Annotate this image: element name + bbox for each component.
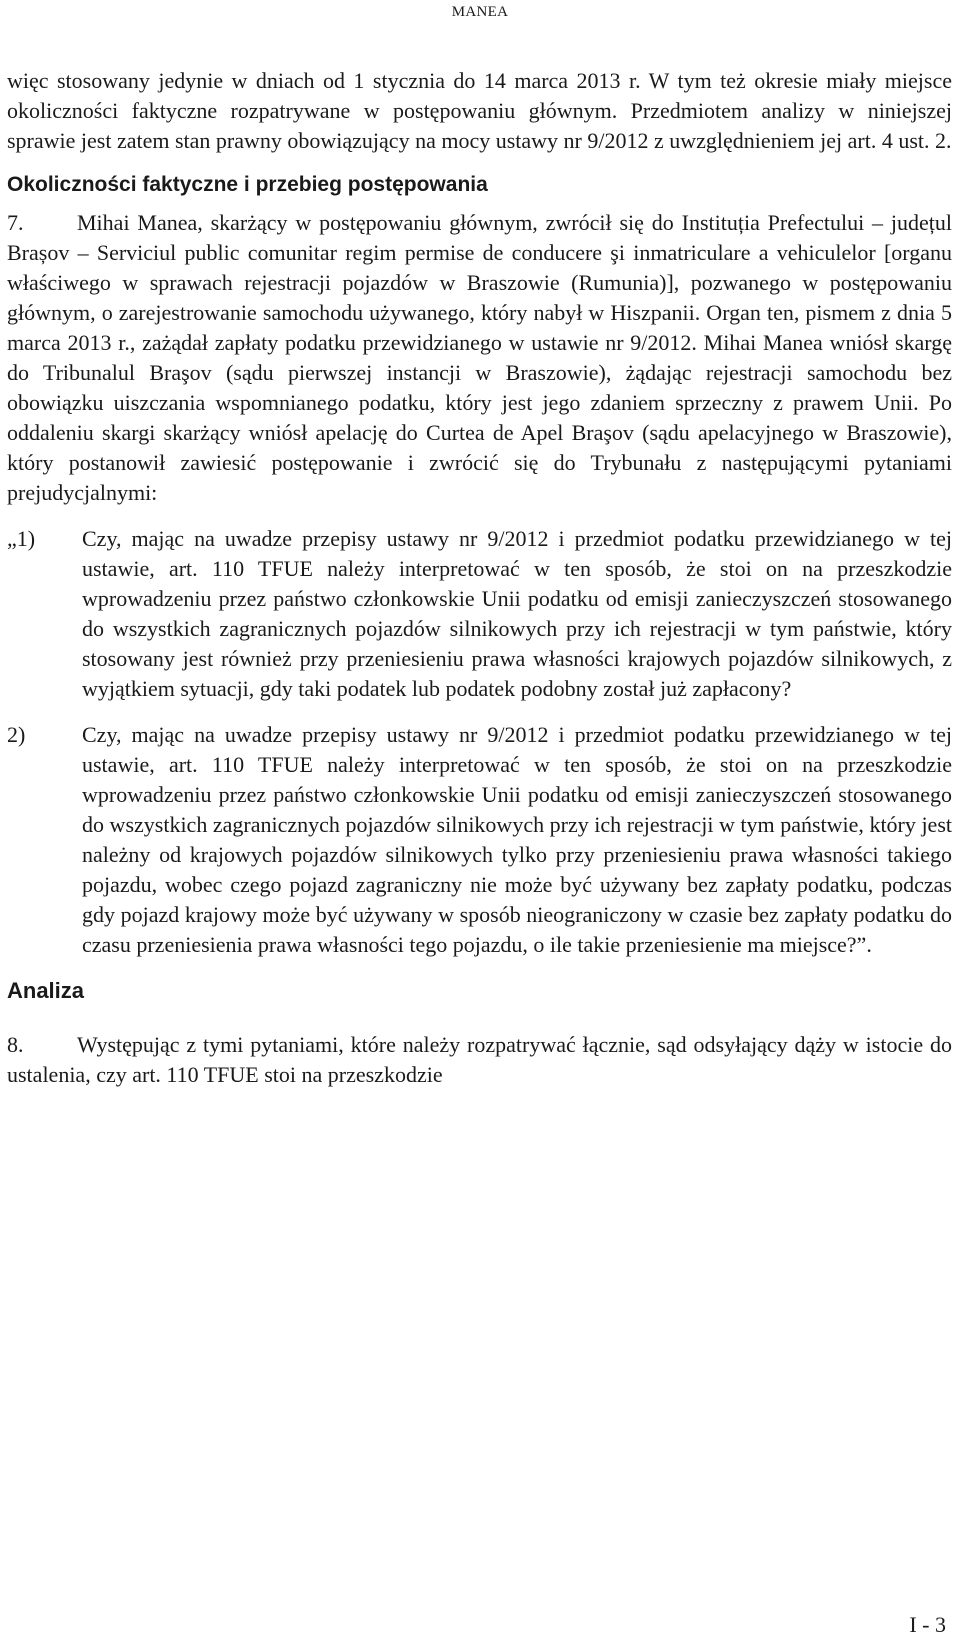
paragraph-7 [7,208,952,508]
question-number: „1) [7,526,36,551]
intro-paragraph: więc stosowany jedynie w dniach od 1 stycznia do 14 marca 2013 r. W tym też okresie miały miejsce okoliczności faktyczne rozpatrywane w postępowaniu głównym. Przedmiotem analizy w niniejszej sprawie jest zatem stan prawny obowiązujący na mocy ustawy nr 9/2012 z uwzględnieniem jej art. 4 ust. 2. [7,68,952,153]
paragraph-8 [7,1030,952,1090]
question-text: Czy, mając na uwadze przepisy ustawy nr 9/2012 i przedmiot podatku przewidzianego w tej ustawie, art. 110 TFUE należy interpretować w ten sposób, że stoi on na przeszkodzie wprowadzeniu przez państwo członkowskie Unii podatku od emisji zanieczyszczeń stosowanego do wszystkich zagranicznych pojazdów silnikowych przy ich rejestracji w tym państwie, który jest należny od krajowych pojazdów silnikowych tylko przy przeniesieniu prawa własności takiego pojazdu, wobec czego pojazd zagraniczny nie może być używany bez zapłaty podatku, podczas gdy pojazd krajowy może być używany w sposób nieograniczony w czasie bez zapłaty podatku do czasu przeniesienia prawa własności tego pojazdu, o ile takie przeniesienie ma miejsce?”. [82,722,952,957]
document-body [7,66,952,1090]
paragraph-text: Mihai Manea, skarżący w postępowaniu głównym, zwrócił się do Instituția Prefectului – județul Brașov – Serviciul public comunitar regim permise de conducere şi inmatriculare a vehiculelor [organu właściwego w sprawach rejestracji pojazdów w Braszowie (Rumunia)], pozwanego w postępowaniu głównym, o zarejestrowanie samochodu używanego, który nabył w Hiszpanii. Organ ten, pismem z dnia 5 marca 2013 r., zażądał zapłaty podatku przewidzianego w ustawie nr 9/2012. Mihai Manea wniósł skargę do Tribunalul Braşov (sądu pierwszej instancji w Braszowie), żądając rejestracji samochodu bez obowiązku uiszczania wspomnianego podatku, który jest jego zdaniem sprzeczny z prawem Unii. Po oddaleniu skargi skarżący wniósł apelację do Curtea de Apel Braşov (sądu apelacyjnego w Braszowie), który postanowił zawiesić postępowanie i zwrócić się do Trybunału z następującymi pytaniami prejudycjalnymi: [7,210,952,505]
running-header: MANEA [451,4,509,20]
paragraph-number: 7. [7,210,24,235]
paragraph-number: 8. [7,1032,24,1057]
page-number: I - 3 [909,1612,946,1637]
question-list [7,524,952,960]
analysis-heading: Analiza [7,978,85,1003]
question-item [7,524,952,704]
question-number: 2) [7,722,26,747]
paragraph-text: Występując z tymi pytaniami, które należy rozpatrywać łącznie, sąd odsyłający dąży w istocie do ustalenia, czy art. 110 TFUE stoi na przeszkodzie [7,1032,952,1087]
section-heading: Okoliczności faktyczne i przebieg postępowania [7,173,488,196]
question-item [7,720,952,960]
question-text: Czy, mając na uwadze przepisy ustawy nr 9/2012 i przedmiot podatku przewidzianego w tej ustawie, art. 110 TFUE należy interpretować w ten sposób, że stoi on na przeszkodzie wprowadzeniu przez państwo członkowskie Unii podatku od emisji zanieczyszczeń stosowanego do wszystkich zagranicznych pojazdów silnikowych przy ich rejestracji w tym państwie, który stosowany jest również przy przeniesieniu prawa własności krajowych pojazdów silnikowych, z wyjątkiem sytuacji, gdy taki podatek lub podatek podobny został już zapłacony? [82,526,952,701]
